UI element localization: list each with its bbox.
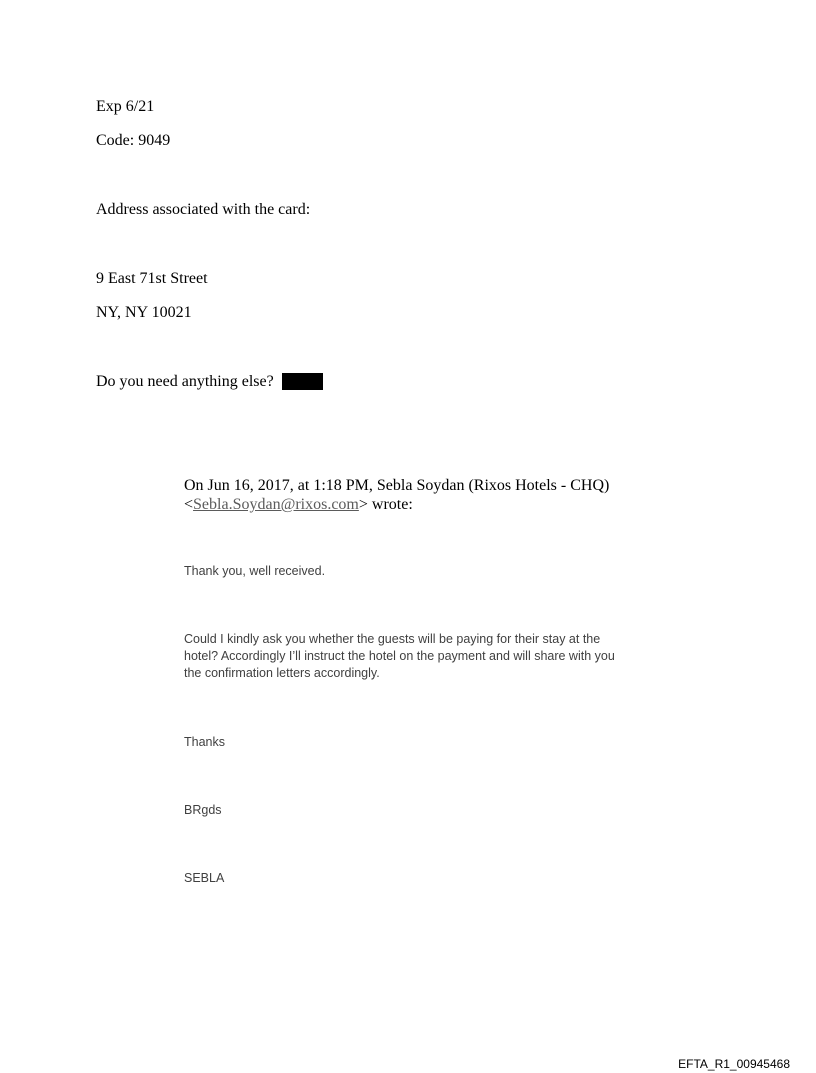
email-open-bracket: < <box>184 496 194 513</box>
question-text: Do you need anything else? <box>96 373 274 390</box>
address-line-2: NY, NY 10021 <box>96 304 192 321</box>
question-line <box>96 372 323 391</box>
quoted-regards: BRgds <box>184 803 222 817</box>
quoted-header-prefix: On Jun 16, 2017, at 1:18 PM, Sebla Soydan (Rixos Hotels - CHQ) <box>184 477 610 494</box>
quoted-signature: SEBLA <box>184 871 225 885</box>
sender-email-link[interactable]: Sebla.Soydan@rixos.com <box>193 496 359 513</box>
address-line-1: 9 East 71st Street <box>96 270 208 287</box>
document-id: EFTA_R1_00945468 <box>678 1057 790 1071</box>
quoted-header <box>184 476 644 514</box>
quoted-thanks: Thanks <box>184 735 225 749</box>
card-code: Code: 9049 <box>96 132 171 149</box>
quoted-header-suffix: > wrote: <box>358 496 413 513</box>
redaction-box <box>282 373 323 390</box>
quoted-para-2: Could I kindly ask you whether the guests will be paying for their stay at the hotel? Accordingly I’ll instruct the hotel on the payment and will share with you the confirmation letters accordingly. <box>184 632 615 680</box>
address-heading: Address associated with the card: <box>96 201 311 218</box>
card-expiry: Exp 6/21 <box>96 98 155 115</box>
quoted-para-1: Thank you, well received. <box>184 564 326 578</box>
